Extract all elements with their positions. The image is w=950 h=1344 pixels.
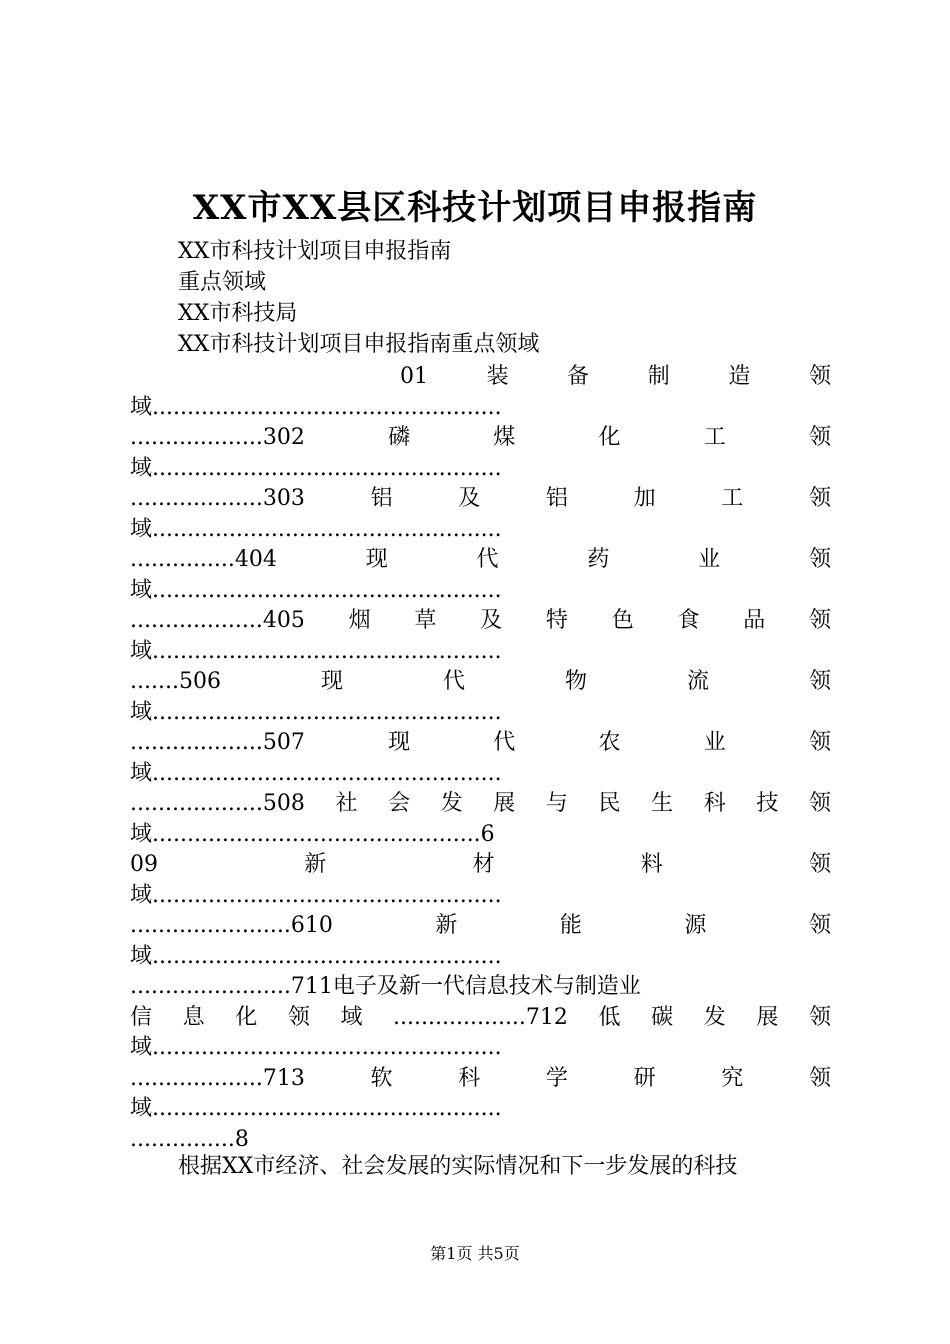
toc-text: 现 xyxy=(388,730,411,755)
toc-text: 技 xyxy=(756,791,779,816)
toc-line xyxy=(130,606,831,636)
toc-text: 研 xyxy=(633,1065,656,1091)
toc-text: 装 xyxy=(486,364,509,389)
toc-line xyxy=(130,881,831,911)
toc-line xyxy=(130,423,831,453)
toc-text: 领 xyxy=(287,1004,310,1030)
toc-text: 领 xyxy=(808,425,831,450)
toc-line xyxy=(130,820,831,850)
toc-text: 及 xyxy=(480,608,503,633)
toc-line xyxy=(130,515,831,545)
toc-text: 域.................................................. xyxy=(130,516,502,542)
toc-text: 域.................................................. xyxy=(130,943,502,969)
toc-text: 现 xyxy=(320,669,343,694)
toc-text: .......................610 xyxy=(130,913,333,938)
toc-line xyxy=(130,545,831,575)
toc-text: ...............404 xyxy=(130,547,277,572)
toc-text: 领 xyxy=(808,486,831,511)
toc-text: 学 xyxy=(545,1065,568,1091)
toc-text: 流 xyxy=(686,669,709,694)
toc-text: 业 xyxy=(703,730,726,755)
toc-text: 烟 xyxy=(348,608,371,633)
toc-text: 材 xyxy=(472,852,495,877)
toc-text: 源 xyxy=(684,913,707,938)
toc-text: 领 xyxy=(808,1065,831,1091)
toc-line xyxy=(400,362,831,392)
toc-text: ...................303 xyxy=(130,486,305,511)
toc-text: 信 xyxy=(130,1004,153,1030)
toc-text: 加 xyxy=(633,486,656,511)
toc-text: 领 xyxy=(808,791,831,816)
toc-text: 领 xyxy=(808,913,831,938)
toc-text: 草 xyxy=(414,608,437,633)
body-paragraph: 根据XX市经济、社会发展的实际情况和下一步发展的科技 xyxy=(178,1154,738,1179)
toc-text: 域.................................................. xyxy=(130,699,502,725)
toc-line xyxy=(130,911,831,941)
toc-text: 铝 xyxy=(370,486,393,511)
toc-text: ...................508 xyxy=(130,791,305,816)
toc-text: 领 xyxy=(808,669,831,694)
toc-text: 领 xyxy=(808,730,831,755)
toc-text: .......506 xyxy=(130,669,221,694)
toc-text: 社 xyxy=(335,791,358,816)
toc-text: 会 xyxy=(388,791,411,816)
toc-text: 01 xyxy=(400,364,428,389)
toc-text: 域.................................................. xyxy=(130,638,502,664)
toc-text: 究 xyxy=(721,1065,744,1091)
toc-text: 制 xyxy=(647,364,670,389)
toc-text: 品 xyxy=(743,608,766,633)
subtitle-line: XX市科技局 xyxy=(178,301,298,326)
toc-text: 展 xyxy=(493,791,516,816)
toc-text: 代 xyxy=(442,669,465,694)
toc-text: 工 xyxy=(703,425,726,450)
toc-text: 特 xyxy=(545,608,568,633)
toc-line xyxy=(130,667,831,697)
page-footer: 第1页 共5页 xyxy=(430,1244,520,1263)
toc-text: ...................712 xyxy=(393,1004,568,1030)
toc-text: 工 xyxy=(721,486,744,511)
toc-text: 域.................................................. xyxy=(130,1096,502,1121)
toc-text: 化 xyxy=(235,1004,258,1030)
toc-text: 域.................................................. xyxy=(130,455,502,481)
toc-text: 领 xyxy=(808,364,831,389)
toc-text: 及 xyxy=(458,486,481,511)
toc-text: 域.................................................. xyxy=(130,394,502,420)
toc-text: 低 xyxy=(598,1004,621,1030)
toc-text: ...................405 xyxy=(130,608,305,633)
toc-text: 域.................................................. xyxy=(130,882,502,908)
toc-text: 代 xyxy=(493,730,516,755)
toc-text: 09 xyxy=(130,852,158,877)
toc-text: 软 xyxy=(370,1065,393,1091)
subtitle-line: XX市科技计划项目申报指南 xyxy=(178,239,452,264)
toc-text: 生 xyxy=(651,791,674,816)
toc-text: 域.................................................. xyxy=(130,577,502,603)
subtitle-line: 重点领域 xyxy=(178,270,267,295)
toc-text: 领 xyxy=(808,1004,831,1030)
toc-line xyxy=(130,759,831,789)
toc-line xyxy=(130,850,831,880)
toc-line xyxy=(130,1003,831,1033)
toc-line xyxy=(130,728,831,758)
toc-text: 发 xyxy=(440,791,463,816)
toc-text: 农 xyxy=(598,730,621,755)
toc-text: 铝 xyxy=(545,486,568,511)
toc-text: ...............8 xyxy=(130,1126,249,1152)
toc-line xyxy=(130,698,831,728)
toc-text: 能 xyxy=(559,913,582,938)
toc-text: 科 xyxy=(703,791,726,816)
toc-line xyxy=(130,1094,831,1124)
toc-text: 新 xyxy=(304,852,327,877)
toc-text: 造 xyxy=(728,364,751,389)
toc-text: 领 xyxy=(808,547,831,572)
toc-text: 碳 xyxy=(651,1004,674,1030)
toc-text: 与 xyxy=(545,791,568,816)
toc-line xyxy=(130,1064,831,1094)
toc-text: 色 xyxy=(611,608,634,633)
toc-text: 新 xyxy=(435,913,458,938)
toc-line xyxy=(130,454,831,484)
toc-text: 代 xyxy=(476,547,499,572)
toc-line xyxy=(130,484,831,514)
toc-text: 域...............................................6 xyxy=(130,821,495,847)
toc-line xyxy=(130,1033,831,1063)
toc-line xyxy=(130,1125,249,1155)
toc-text: 域.................................................. xyxy=(130,1035,502,1060)
toc-text: 现 xyxy=(365,547,388,572)
toc-text: 域.................................................. xyxy=(130,760,502,786)
toc-text: 息 xyxy=(182,1004,205,1030)
toc-text: 民 xyxy=(598,791,621,816)
toc-text: 物 xyxy=(564,669,587,694)
toc-text: 药 xyxy=(587,547,610,572)
toc-text: 发 xyxy=(703,1004,726,1030)
toc-line xyxy=(130,637,831,667)
toc-text: 食 xyxy=(677,608,700,633)
toc-line xyxy=(130,972,831,1002)
toc-text: .......................711电子及新一代信息技术与制造业 xyxy=(130,974,641,999)
toc-line xyxy=(130,576,831,606)
page-title: XX市XX县区科技计划项目申报指南 xyxy=(192,188,758,228)
toc-text: 备 xyxy=(567,364,590,389)
toc-text: 域 xyxy=(340,1004,363,1030)
toc-text: 业 xyxy=(698,547,721,572)
toc-line xyxy=(130,942,831,972)
toc-text: 领 xyxy=(808,852,831,877)
toc-text: 煤 xyxy=(493,425,516,450)
toc-text: 磷 xyxy=(388,425,411,450)
toc-line xyxy=(130,789,831,819)
toc-text: 展 xyxy=(756,1004,779,1030)
toc-text: ...................713 xyxy=(130,1065,305,1091)
subtitle-line: XX市科技计划项目申报指南重点领域 xyxy=(178,332,540,357)
toc-text: 科 xyxy=(458,1065,481,1091)
toc-text: 料 xyxy=(640,852,663,877)
toc-text: 化 xyxy=(598,425,621,450)
toc-text: ...................302 xyxy=(130,425,305,450)
toc-line xyxy=(130,393,831,423)
toc-text: 领 xyxy=(808,608,831,633)
toc-text: ...................507 xyxy=(130,730,305,755)
